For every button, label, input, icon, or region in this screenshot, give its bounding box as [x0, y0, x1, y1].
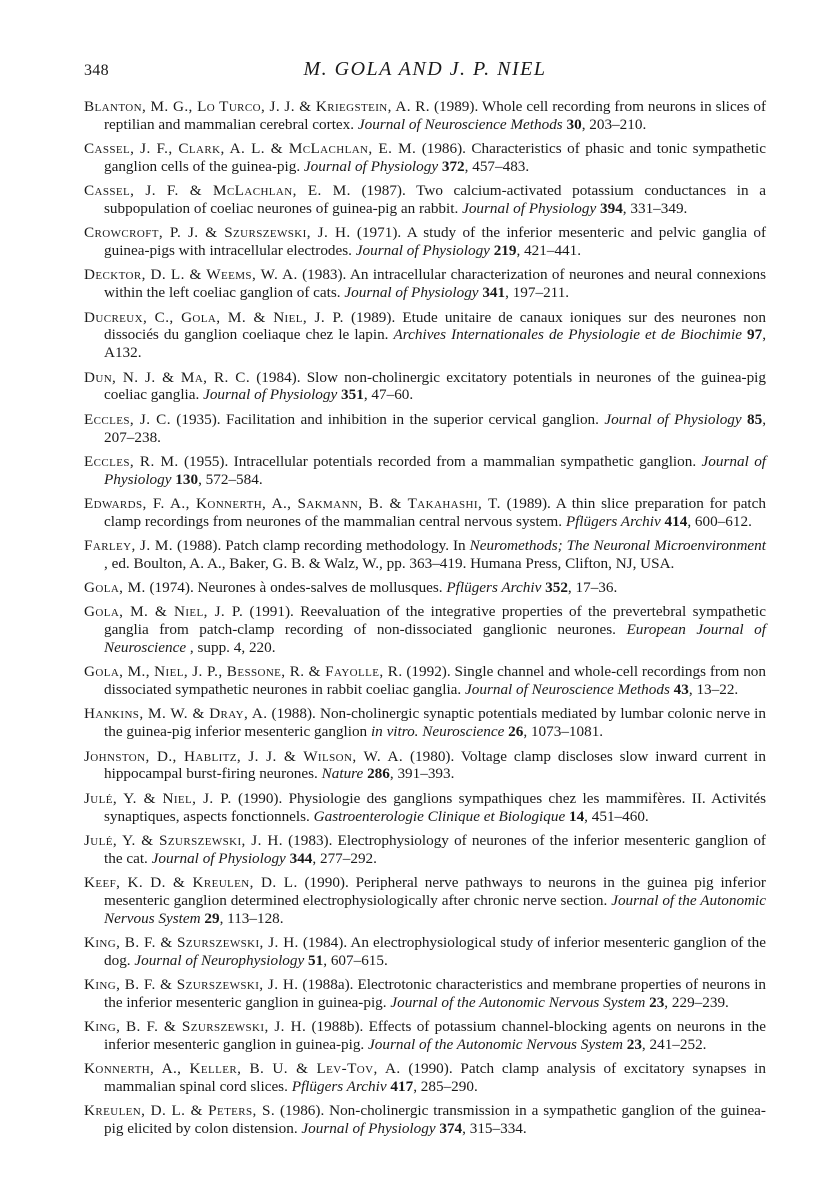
ref-year-title: (1988a). Electrotonic characteristics and membrane properties of neurons in the inferior mesenteric ganglion in guinea-pig. [104, 976, 767, 1011]
ref-pages: , 421–441. [516, 242, 582, 260]
ref-year-title: (1991). Reevaluation of the integrative properties of the prevertebral sympathetic ganglia from patch-clamp recording of non-dissociated ganglionic neurones. [104, 603, 766, 639]
ref-year-title: (1980). Voltage clamp discloses slow inward current in hippocampal burst-firing neurones. [104, 747, 766, 783]
ref-volume: 23 [626, 1036, 642, 1054]
ref-authors: Farley, J. M. [84, 537, 174, 554]
ref-volume: 417 [390, 1078, 414, 1096]
ref-volume: 414 [664, 512, 688, 530]
ref-volume: 286 [367, 765, 390, 783]
ref-authors: Cassel, J. F. & McLachlan, E. M. [84, 182, 351, 200]
ref-pages: , A132. [104, 326, 766, 362]
ref-authors: Gola, M. & Niel, J. P. [84, 603, 244, 621]
ref-journal: Pflügers Archiv [291, 1078, 387, 1096]
ref-journal: in vitro. Neuroscience [370, 723, 505, 741]
ref-year-title: (1990). Patch clamp analysis of excitatory synapses in mammalian spinal cord slices. [104, 1060, 766, 1096]
ref-pages: , 315–334. [462, 1120, 527, 1138]
reference-entry [84, 182, 766, 218]
ref-journal: Journal of the Autonomic Nervous System [104, 891, 767, 927]
ref-volume: 26 [508, 723, 524, 741]
ref-volume: 341 [482, 284, 506, 302]
ref-authors: Eccles, R. M. [84, 452, 179, 470]
ref-year-title: (1988b). Effects of potassium channel-blocking agents on neurons in the inferior mesenteric ganglion in guinea-pig. [104, 1018, 766, 1054]
ref-journal: Journal of the Autonomic Nervous System [368, 1036, 623, 1054]
ref-volume: 351 [341, 386, 364, 404]
ref-journal: Neuromethods; The Neuronal Microenvironment [469, 537, 766, 554]
ref-year-title: (1974). Neurones à ondes-salves de mollusques. [145, 579, 447, 597]
reference-entry [84, 411, 766, 447]
reference-entry [84, 579, 766, 597]
ref-journal: Archives Internationales de Physiologie et de Biochimie [393, 326, 742, 344]
reference-entry [84, 453, 766, 489]
ref-pages: , 1073–1081. [523, 723, 604, 741]
ref-journal: Journal of Physiology [151, 849, 286, 867]
ref-authors: Keef, K. D. & Kreulen, D. L. [84, 873, 298, 891]
ref-year-title: (1986). Characteristics of phasic and tonic sympathetic ganglion cells of the guinea-pig. [104, 140, 766, 176]
ref-journal: European Journal of Neuroscience [104, 621, 766, 657]
ref-authors: Julé, Y. & Szurszewski, J. H. [84, 831, 283, 849]
reference-entry [84, 495, 766, 531]
reference-entry [84, 98, 766, 134]
reference-entry [84, 874, 766, 928]
ref-authors: Johnston, D., Hablitz, J. J. & Wilson, W. A. [84, 747, 404, 765]
reference-entry [84, 224, 766, 260]
ref-authors: Ducreux, C., Gola, M. & Niel, J. P. [84, 308, 344, 326]
ref-authors: Konnerth, A., Keller, B. U. & Lev-Tov, A. [84, 1060, 401, 1078]
ref-volume: 29 [204, 909, 220, 927]
reference-entry [84, 1060, 766, 1096]
ref-journal: Journal of Neuroscience Methods [357, 115, 563, 133]
ref-pages: , 607–615. [323, 951, 388, 969]
ref-pages: , 457–483. [464, 158, 530, 176]
ref-year-title: (1971). A study of the inferior mesenteric and pelvic ganglia of guinea-pigs with intracellular electrodes. [104, 224, 766, 260]
ref-pages: , 572–584. [198, 470, 263, 488]
ref-volume: 85 [747, 410, 763, 428]
reference-entry [84, 934, 766, 970]
ref-pages: , 229–239. [664, 993, 729, 1011]
reference-entry [84, 1102, 766, 1138]
ref-journal: Journal of Neurophysiology [134, 951, 305, 969]
ref-authors: King, B. F. & Szurszewski, J. H. [84, 976, 299, 993]
reference-entry [84, 1018, 766, 1054]
ref-authors: Dun, N. J. & Ma, R. C. [84, 368, 251, 386]
reference-entry [84, 663, 766, 699]
ref-year-title: (1989). Whole cell recording from neurons in slices of reptilian and mammalian cerebral cortex. [104, 98, 766, 133]
ref-year-title: (1955). Intracellular potentials recorded from a mammalian sympathetic ganglion. [178, 452, 702, 470]
ref-authors: Decktor, D. L. & Weems, W. A. [84, 266, 298, 284]
reference-list [84, 98, 766, 1138]
reference-entry [84, 976, 766, 1012]
ref-volume: 352 [545, 579, 568, 597]
page-header [84, 58, 766, 88]
running-head: M. GOLA AND J. P. NIEL [303, 58, 547, 80]
ref-journal: Journal of Physiology [303, 158, 439, 176]
ref-volume: 130 [175, 470, 199, 488]
ref-pages: , 113–128. [219, 909, 284, 927]
ref-journal: Pflügers Archiv [565, 512, 661, 530]
ref-pages: , 331–349. [622, 200, 688, 218]
ref-journal: Journal of the Autonomic Nervous System [390, 993, 646, 1011]
ref-volume: 51 [308, 951, 324, 969]
ref-pages: , supp. 4, 220. [189, 639, 276, 657]
ref-year-title: (1988). Patch clamp recording methodology. In [173, 537, 470, 554]
ref-pages: , 203–210. [581, 115, 647, 133]
ref-year-title: (1989). Etude unitaire de canaux ioniques sur des neurones non dissociés du ganglion coeliaque chez le lapin. [104, 308, 766, 344]
ref-year-title: (1983). An intracellular characterization of neurones and neural connexions within the left coeliac ganglion of cats. [104, 266, 766, 302]
ref-year-title: (1984). An electrophysiological study of inferior mesenteric ganglion of the dog. [104, 933, 766, 969]
page-number: 348 [84, 62, 109, 79]
ref-volume: 344 [289, 849, 313, 867]
ref-journal: Journal of Physiology [355, 242, 490, 260]
ref-authors: Blanton, M. G., Lo Turco, J. J. & Kriegstein, A. R. [84, 98, 430, 115]
ref-authors: Gola, M. [84, 579, 146, 597]
ref-journal: Gastroenterologie Clinique et Biologique [313, 807, 566, 825]
reference-entry [84, 140, 766, 176]
ref-volume: 372 [441, 158, 465, 176]
ref-pages: , 277–292. [312, 849, 377, 867]
reference-entry [84, 748, 766, 784]
ref-pages: , 17–36. [567, 579, 618, 597]
ref-year-title: (1990). Physiologie des ganglions sympathiques chez les mammifères. II. Activités synaptiques, aspects fonctionnels. [104, 789, 766, 825]
ref-volume: 14 [568, 807, 585, 825]
ref-journal: Nature [321, 765, 364, 783]
ref-pages: , 197–211. [505, 284, 570, 302]
ref-authors: Cassel, J. F., Clark, A. L. & McLachlan, E. M. [84, 140, 417, 158]
ref-year-title: (1992). Single channel and whole-cell recordings from non dissociated sympathetic neurones in rabbit coeliac ganglia. [104, 663, 766, 699]
ref-authors: Edwards, F. A., Konnerth, A., Sakmann, B. & Takahashi, T. [84, 494, 501, 512]
ref-volume: 97 [747, 326, 763, 344]
ref-authors: Kreulen, D. L. & Peters, S. [84, 1102, 276, 1120]
ref-pages: , 451–460. [584, 807, 649, 825]
ref-authors: King, B. F. & Szurszewski, J. H. [84, 933, 299, 951]
ref-year-title: (1990). Peripheral nerve pathways to neurons in the guinea pig inferior mesenteric ganglion determined electrophysiologically after chronic nerve section. [104, 873, 766, 909]
reference-entry [84, 603, 766, 657]
ref-authors: Eccles, J. C. [84, 410, 171, 428]
ref-journal: Journal of Physiology [604, 410, 742, 428]
ref-year-title: (1935). Facilitation and inhibition in the superior cervical ganglion. [170, 410, 605, 428]
ref-journal: Journal of Physiology [301, 1120, 436, 1138]
ref-authors: Julé, Y. & Niel, J. P. [84, 789, 232, 807]
reference-entry [84, 705, 766, 741]
reference-entry [84, 790, 766, 826]
ref-volume: 219 [493, 242, 517, 260]
ref-year-title: (1984). Slow non-cholinergic excitatory potentials in neurones of the guinea-pig coeliac ganglia. [104, 368, 766, 404]
page [84, 58, 766, 1144]
ref-year-title: (1988). Non-cholinergic synaptic potentials mediated by lumbar colonic nerve in the guinea-pig inferior mesenteric ganglion [104, 705, 766, 741]
ref-year-title: (1987). Two calcium-activated potassium conductances in a subpopulation of coeliac neurones of guinea-pig an rabbit. [104, 182, 766, 218]
ref-pages: , 47–60. [363, 386, 414, 404]
ref-pages: , 285–290. [413, 1078, 478, 1096]
ref-volume: 23 [649, 993, 665, 1011]
ref-authors: King, B. F. & Szurszewski, J. H. [84, 1018, 307, 1036]
ref-authors: Gola, M., Niel, J. P., Bessone, R. & Fayolle, R. [84, 663, 403, 681]
ref-journal: Journal of Neuroscience Methods [465, 681, 670, 699]
ref-volume: 394 [600, 200, 623, 218]
reference-entry [84, 832, 766, 868]
ref-authors: Hankins, M. W. & Dray, A. [84, 705, 268, 723]
ref-pages: , ed. Boulton, A. A., Baker, G. B. & Walz, W., pp. 363–419. Humana Press, Clifton, NJ, USA. [104, 554, 675, 572]
ref-volume: 30 [566, 115, 582, 133]
ref-volume: 374 [439, 1120, 463, 1138]
ref-pages: , 207–238. [104, 410, 767, 446]
reference-entry [84, 537, 766, 573]
reference-entry [84, 309, 766, 363]
ref-pages: , 13–22. [688, 681, 739, 699]
ref-year-title: (1983). Electrophysiology of neurones of the inferior mesenteric ganglion of the cat. [104, 831, 766, 867]
ref-pages: , 600–612. [687, 512, 752, 530]
ref-journal: Journal of Physiology [344, 284, 479, 302]
reference-entry [84, 369, 766, 405]
ref-authors: Crowcroft, P. J. & Szurszewski, J. H. [84, 224, 351, 242]
ref-year-title: (1986). Non-cholinergic transmission in a sympathetic ganglion of the guinea-pig elicited by colon distension. [104, 1102, 766, 1138]
ref-journal: Pflügers Archiv [446, 579, 542, 597]
ref-journal: Journal of Physiology [203, 386, 338, 404]
ref-pages: , 391–393. [389, 765, 455, 783]
ref-volume: 43 [673, 681, 689, 699]
ref-year-title: (1989). A thin slice preparation for patch clamp recordings from neurones of the mammalian central nervous system. [104, 494, 766, 530]
ref-journal: Journal of Physiology [462, 200, 597, 218]
ref-pages: , 241–252. [641, 1036, 707, 1054]
ref-journal: Journal of Physiology [104, 452, 767, 488]
reference-entry [84, 266, 766, 302]
